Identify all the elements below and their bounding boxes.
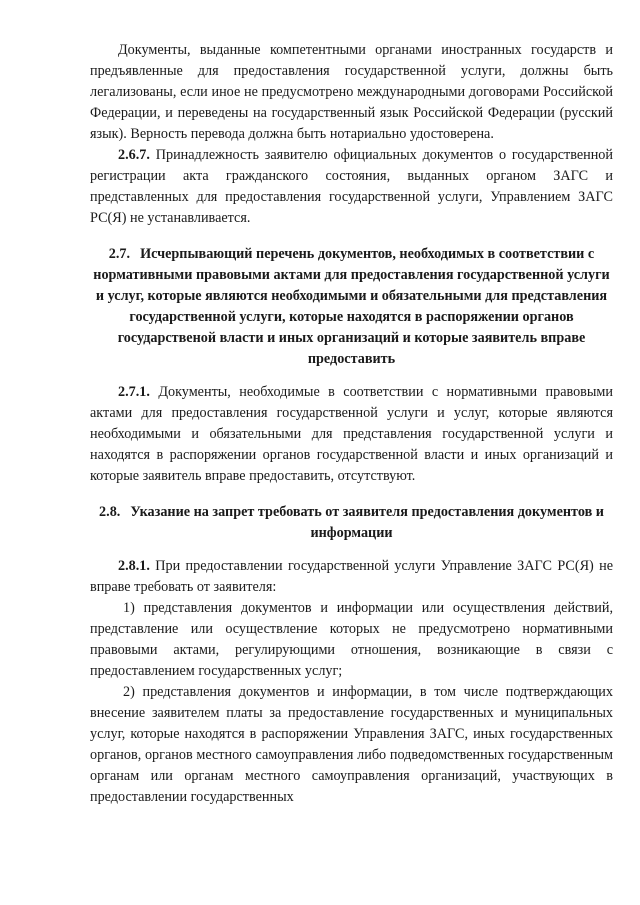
paragraph-2-7-1 xyxy=(90,382,613,487)
paragraph-2-6-7 xyxy=(90,145,613,229)
heading-number: 2.8. xyxy=(99,504,121,520)
heading-2-7 xyxy=(90,244,613,370)
clause-text: При предоставлении государственной услуги Управление ЗАГС РС(Я) не вправе требовать от заявителя: xyxy=(90,558,613,595)
clause-number: 2.8.1. xyxy=(118,558,150,574)
heading-2-8 xyxy=(90,502,613,544)
clause-text: Принадлежность заявителю официальных документов о государственной регистрации акта гражданского состояния, выданных органом ЗАГС и представленных для предоставления государственной услуги, Управлением ЗАГС РС(Я) не устанавливается. xyxy=(90,147,613,226)
heading-number: 2.7. xyxy=(108,246,131,262)
paragraph-foreign-documents: Документы, выданные компетентными органами иностранных государств и предъявленные для предоставления государственной услуги, должны быть легализованы, если иное не предусмотрено международными договорами Российской Федерации, и переведены на государственный язык Российской Федерации (русский язык). Верность перевода должна быть нотариально удостоверена. xyxy=(90,42,613,142)
clause-text: Документы, необходимые в соответствии с нормативными правовыми актами для предоставления государственной услуги и услуг, которые являются необходимыми и обязательными для представления государственной услуги и находятся в распоряжении органов государственной власти и иных организаций и которые заявитель вправе предоставить, отсутствуют. xyxy=(90,384,613,484)
clause-number: 2.6.7. xyxy=(118,147,150,163)
list-item-2: 2) представления документов и информации, в том числе подтверждающих внесение заявителем платы за предоставление государственных и муниципальных услуг, которые находятся в распоряжении Управления ЗАГС, иных государственных органов, органов местного самоуправления либо подведомственных государственным органам или органам местного самоуправления организаций, участвующих в предоставлении государственных xyxy=(90,684,613,805)
heading-text: Указание на запрет требовать от заявителя предоставления документов и информации xyxy=(130,504,604,541)
heading-text: Исчерпывающий перечень документов, необходимых в соответствии с нормативными правовыми актами для предоставления государственной услуги и услуг, которые являются необходимыми и обязательными для представления государственной услуги, которые находятся в распоряжении органов государственой власти и иных организаций и которые заявитель вправе предоставить xyxy=(93,246,610,367)
list-item-1: 1) представления документов и информации или осуществления действий, представление или осуществление которых не предусмотрено нормативными правовыми актами, регулирующими отношения, возникающие в связи с предоставлением государственных услуг; xyxy=(90,600,613,679)
clause-number: 2.7.1. xyxy=(118,384,150,400)
paragraph-2-8-1 xyxy=(90,556,613,598)
